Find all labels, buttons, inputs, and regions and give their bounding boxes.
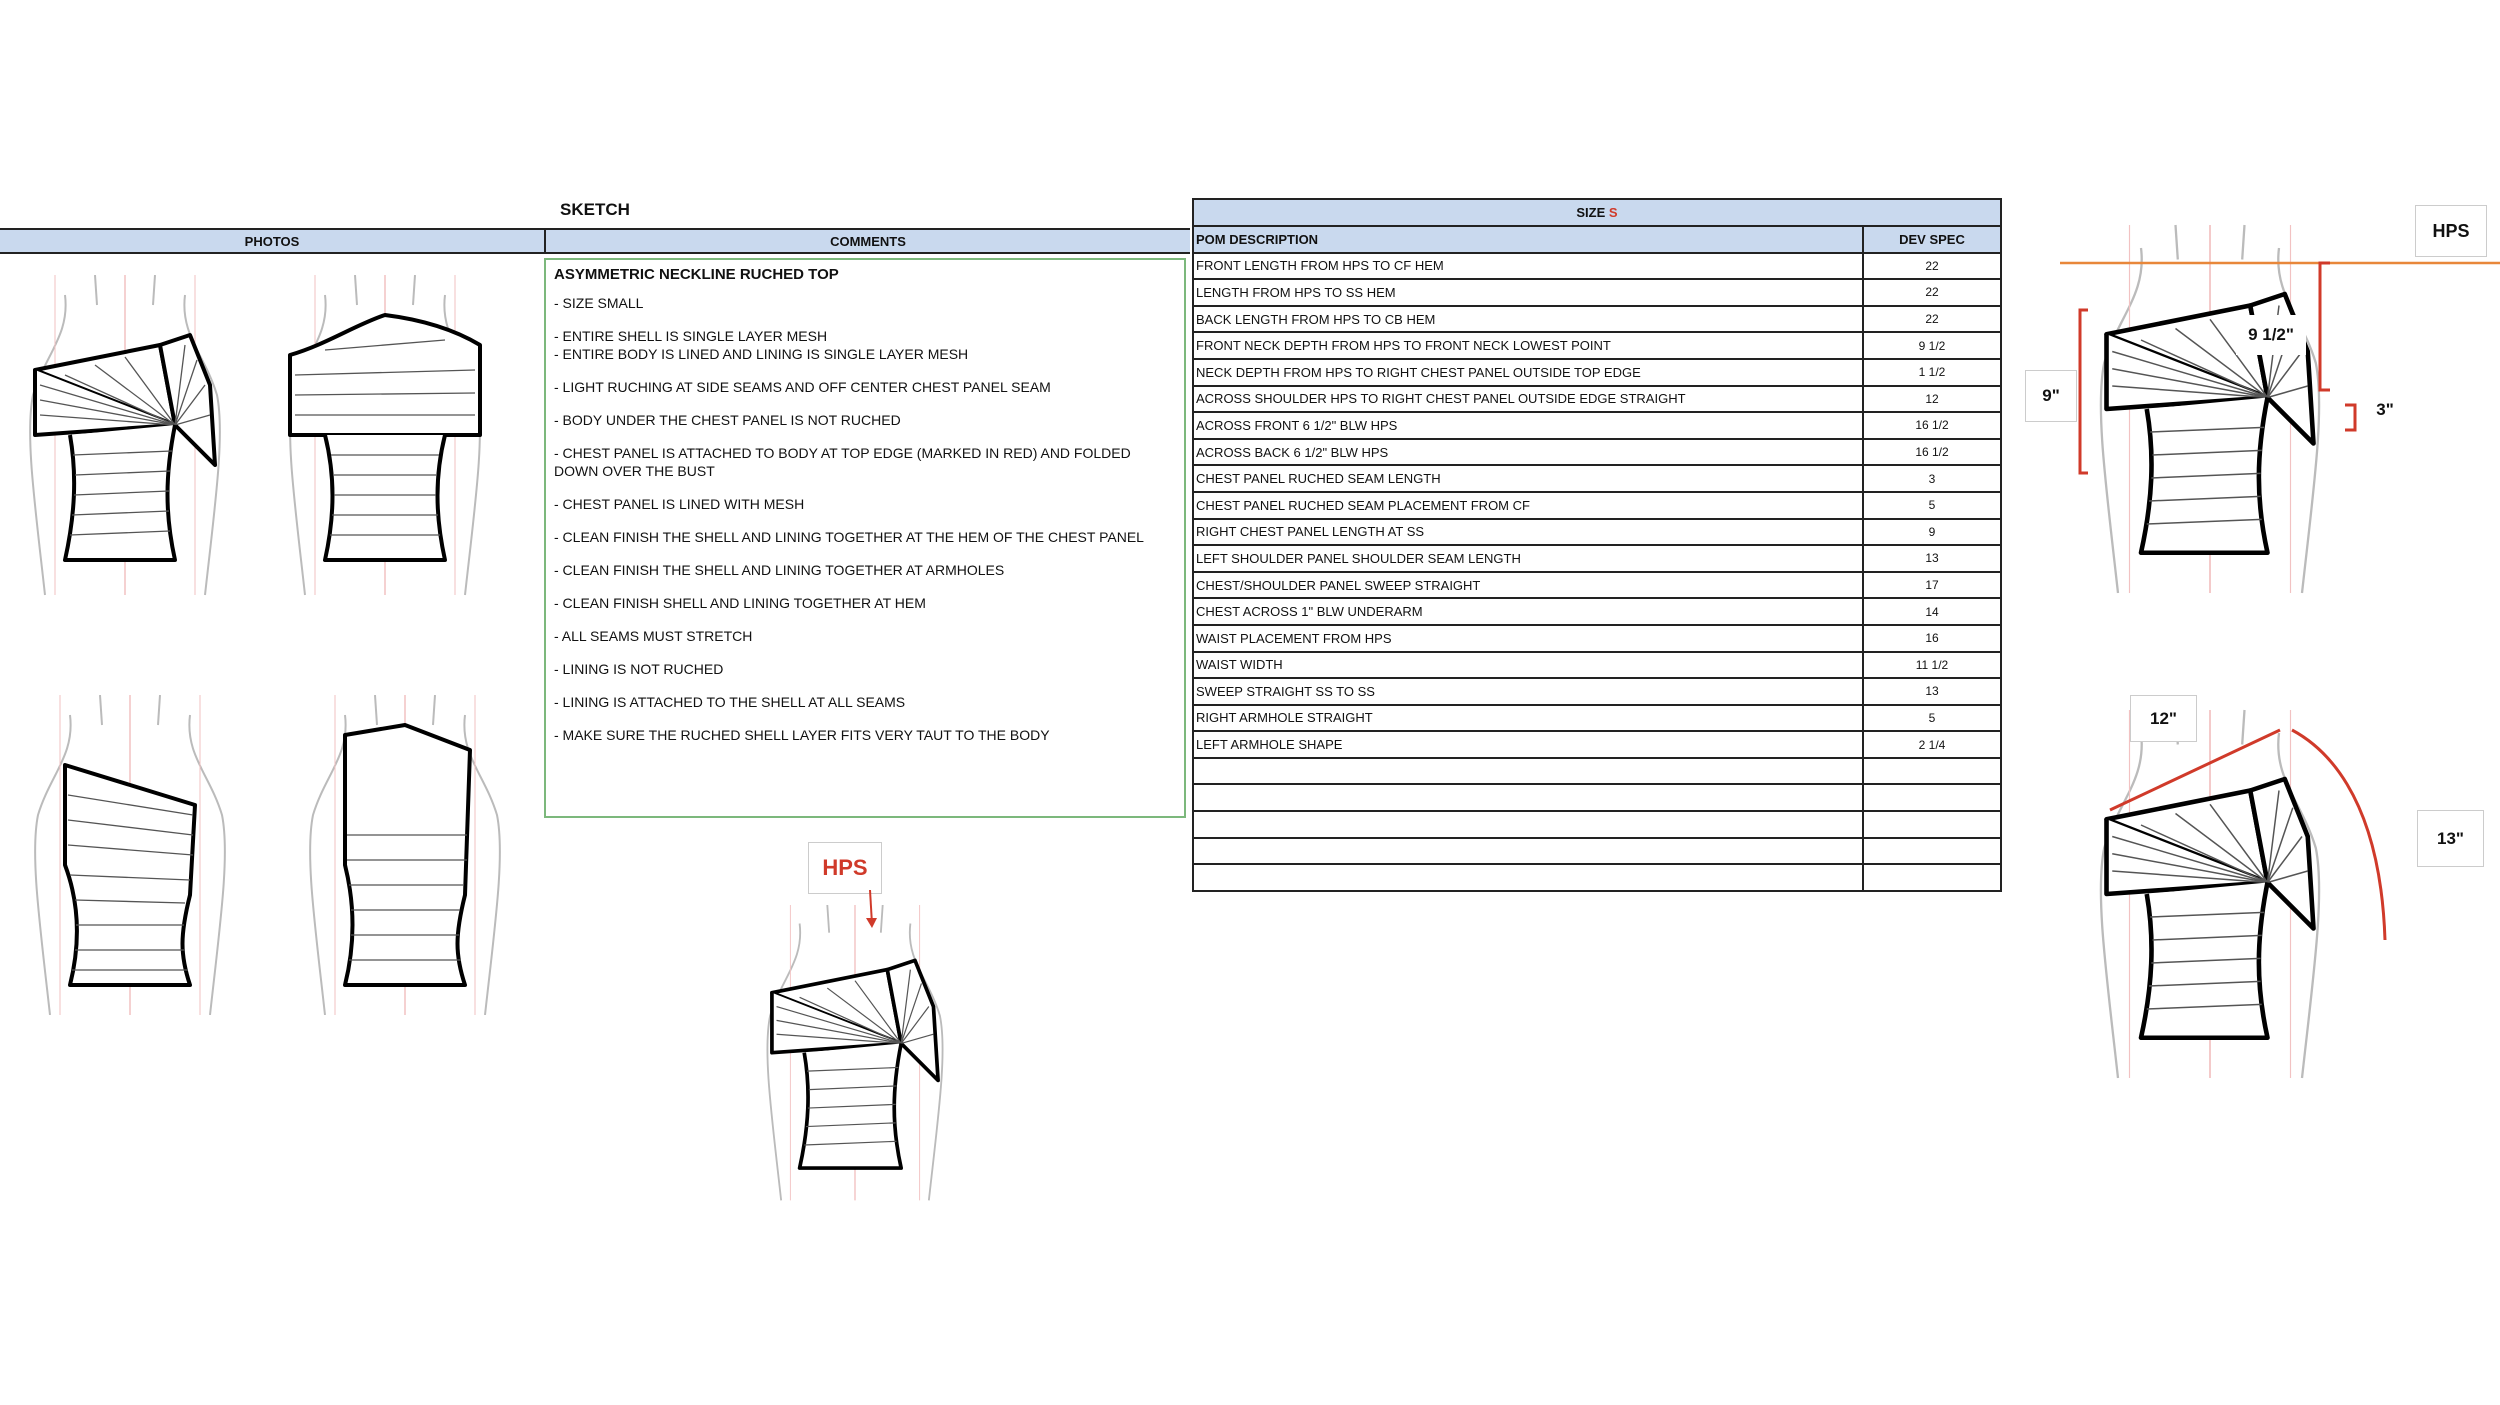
dev-spec-cell: 16 bbox=[1863, 625, 2001, 652]
dev-spec-cell: 1 1/2 bbox=[1863, 359, 2001, 386]
comment-line: - CHEST PANEL IS LINED WITH MESH bbox=[554, 496, 805, 512]
pom-cell: CHEST PANEL RUCHED SEAM PLACEMENT FROM CF bbox=[1193, 492, 1863, 519]
spec-row bbox=[1193, 386, 2001, 413]
comments-box bbox=[544, 258, 1186, 818]
spec-row bbox=[1193, 545, 2001, 572]
comments-header: COMMENTS bbox=[544, 228, 1190, 254]
pom-cell: CHEST PANEL RUCHED SEAM LENGTH bbox=[1193, 465, 1863, 492]
dev-spec-cell: 22 bbox=[1863, 253, 2001, 280]
pom-cell bbox=[1193, 838, 1863, 865]
dev-spec-cell bbox=[1863, 864, 2001, 891]
pom-cell: WAIST WIDTH bbox=[1193, 652, 1863, 679]
dev-spec-cell: 5 bbox=[1863, 705, 2001, 732]
callout-chest-length: 9" bbox=[2025, 370, 2077, 422]
spec-row bbox=[1193, 758, 2001, 785]
spec-row bbox=[1193, 359, 2001, 386]
photo-lining-front bbox=[20, 695, 240, 1015]
comments-title: ASYMMETRIC NECKLINE RUCHED TOP bbox=[554, 266, 839, 283]
spec-table bbox=[1192, 198, 2002, 892]
pom-cell bbox=[1193, 784, 1863, 811]
dev-spec-cell bbox=[1863, 811, 2001, 838]
photo-front-view bbox=[15, 275, 235, 600]
dev-spec-cell: 16 1/2 bbox=[1863, 412, 2001, 439]
spec-row bbox=[1193, 572, 2001, 599]
spec-row bbox=[1193, 279, 2001, 306]
pom-cell: LENGTH FROM HPS TO SS HEM bbox=[1193, 279, 1863, 306]
pom-cell: LEFT ARMHOLE SHAPE bbox=[1193, 731, 1863, 758]
dev-spec-cell bbox=[1863, 838, 2001, 865]
pom-cell bbox=[1193, 811, 1863, 838]
spec-row bbox=[1193, 652, 2001, 679]
spec-row bbox=[1193, 625, 2001, 652]
dev-spec-cell: 9 1/2 bbox=[1863, 332, 2001, 359]
photos-header: PHOTOS bbox=[0, 228, 544, 254]
center-front-sketch bbox=[740, 905, 970, 1205]
dev-spec-cell: 3 bbox=[1863, 465, 2001, 492]
comment-line: - BODY UNDER THE CHEST PANEL IS NOT RUCHED bbox=[554, 412, 901, 428]
hps-callout-center: HPS bbox=[808, 842, 882, 894]
pom-cell: ACROSS SHOULDER HPS TO RIGHT CHEST PANEL OUTSIDE EDGE STRAIGHT bbox=[1193, 386, 1863, 413]
size-header bbox=[1193, 199, 2001, 226]
pom-cell: RIGHT ARMHOLE STRAIGHT bbox=[1193, 705, 1863, 732]
dev-spec-cell bbox=[1863, 758, 2001, 785]
dev-spec-cell bbox=[1863, 784, 2001, 811]
pom-header: POM DESCRIPTION bbox=[1193, 226, 1863, 253]
dev-spec-cell: 16 1/2 bbox=[1863, 439, 2001, 466]
pom-cell: ACROSS BACK 6 1/2" BLW HPS bbox=[1193, 439, 1863, 466]
comment-line: - ENTIRE SHELL IS SINGLE LAYER MESH bbox=[554, 328, 828, 344]
spec-row bbox=[1193, 811, 2001, 838]
spec-row bbox=[1193, 838, 2001, 865]
spec-row bbox=[1193, 784, 2001, 811]
spec-row bbox=[1193, 465, 2001, 492]
callout-neck-depth: 9 1/2" bbox=[2236, 315, 2306, 355]
photo-back-view bbox=[275, 275, 495, 600]
spec-row bbox=[1193, 519, 2001, 546]
size-label: SIZE bbox=[1576, 205, 1606, 220]
comment-line: - CLEAN FINISH SHELL AND LINING TOGETHER AT HEM bbox=[554, 595, 926, 611]
comment-line: - SIZE SMALL bbox=[554, 295, 644, 311]
callout-across-shoulder: 12" bbox=[2130, 695, 2197, 742]
pom-cell: WAIST PLACEMENT FROM HPS bbox=[1193, 625, 1863, 652]
comment-line: - LINING IS NOT RUCHED bbox=[554, 661, 724, 677]
photo-lining-back bbox=[295, 695, 515, 1015]
comment-line: - LIGHT RUCHING AT SIDE SEAMS AND OFF CENTER CHEST PANEL SEAM bbox=[554, 379, 1051, 395]
dev-spec-cell: 17 bbox=[1863, 572, 2001, 599]
pom-cell: LEFT SHOULDER PANEL SHOULDER SEAM LENGTH bbox=[1193, 545, 1863, 572]
pom-cell: ACROSS FRONT 6 1/2" BLW HPS bbox=[1193, 412, 1863, 439]
pom-cell: CHEST/SHOULDER PANEL SWEEP STRAIGHT bbox=[1193, 572, 1863, 599]
dev-spec-cell: 22 bbox=[1863, 306, 2001, 333]
spec-row bbox=[1193, 731, 2001, 758]
spec-row bbox=[1193, 439, 2001, 466]
comment-line: - CHEST PANEL IS ATTACHED TO BODY AT TOP EDGE (MARKED IN RED) AND FOLDED DOWN OVER THE BUST bbox=[554, 445, 1131, 479]
dev-spec-cell: 13 bbox=[1863, 678, 2001, 705]
size-value: S bbox=[1608, 205, 1618, 220]
dev-spec-cell: 12 bbox=[1863, 386, 2001, 413]
spec-row bbox=[1193, 678, 2001, 705]
spec-row bbox=[1193, 412, 2001, 439]
comment-line: - ALL SEAMS MUST STRETCH bbox=[554, 628, 753, 644]
pom-cell: RIGHT CHEST PANEL LENGTH AT SS bbox=[1193, 519, 1863, 546]
spec-row bbox=[1193, 864, 2001, 891]
comment-line: - CLEAN FINISH THE SHELL AND LINING TOGETHER AT THE HEM OF THE CHEST PANEL bbox=[554, 529, 1144, 545]
dev-spec-cell: 13 bbox=[1863, 545, 2001, 572]
measured-front-sketch bbox=[2020, 215, 2500, 665]
comment-line: - CLEAN FINISH THE SHELL AND LINING TOGETHER AT ARMHOLES bbox=[554, 562, 1005, 578]
dev-spec-cell: 11 1/2 bbox=[1863, 652, 2001, 679]
callout-seam-length: 3" bbox=[2365, 390, 2405, 430]
spec-row bbox=[1193, 253, 2001, 280]
comment-line: - MAKE SURE THE RUCHED SHELL LAYER FITS VERY TAUT TO THE BODY bbox=[554, 727, 1050, 743]
dev-spec-cell: 14 bbox=[1863, 598, 2001, 625]
dev-header: DEV SPEC bbox=[1863, 226, 2001, 253]
spec-row bbox=[1193, 306, 2001, 333]
spec-row bbox=[1193, 332, 2001, 359]
spec-body bbox=[1193, 253, 2001, 891]
comment-line: - LINING IS ATTACHED TO THE SHELL AT ALL SEAMS bbox=[554, 694, 906, 710]
pom-cell bbox=[1193, 758, 1863, 785]
dev-spec-cell: 9 bbox=[1863, 519, 2001, 546]
pom-cell: FRONT NECK DEPTH FROM HPS TO FRONT NECK LOWEST POINT bbox=[1193, 332, 1863, 359]
pom-cell: FRONT LENGTH FROM HPS TO CF HEM bbox=[1193, 253, 1863, 280]
hps-callout-top: HPS bbox=[2415, 205, 2487, 257]
callout-shoulder-seam: 13" bbox=[2417, 810, 2484, 867]
sketch-title: SKETCH bbox=[560, 200, 630, 219]
dev-spec-cell: 5 bbox=[1863, 492, 2001, 519]
pom-cell: SWEEP STRAIGHT SS TO SS bbox=[1193, 678, 1863, 705]
pom-cell: BACK LENGTH FROM HPS TO CB HEM bbox=[1193, 306, 1863, 333]
spec-row bbox=[1193, 492, 2001, 519]
pom-cell bbox=[1193, 864, 1863, 891]
comment-line: - ENTIRE BODY IS LINED AND LINING IS SINGLE LAYER MESH bbox=[554, 346, 969, 362]
dev-spec-cell: 2 1/4 bbox=[1863, 731, 2001, 758]
measured-shoulder-sketch bbox=[2020, 700, 2500, 1150]
dev-spec-cell: 22 bbox=[1863, 279, 2001, 306]
pom-cell: NECK DEPTH FROM HPS TO RIGHT CHEST PANEL OUTSIDE TOP EDGE bbox=[1193, 359, 1863, 386]
spec-row bbox=[1193, 598, 2001, 625]
pom-cell: CHEST ACROSS 1" BLW UNDERARM bbox=[1193, 598, 1863, 625]
spec-row bbox=[1193, 705, 2001, 732]
